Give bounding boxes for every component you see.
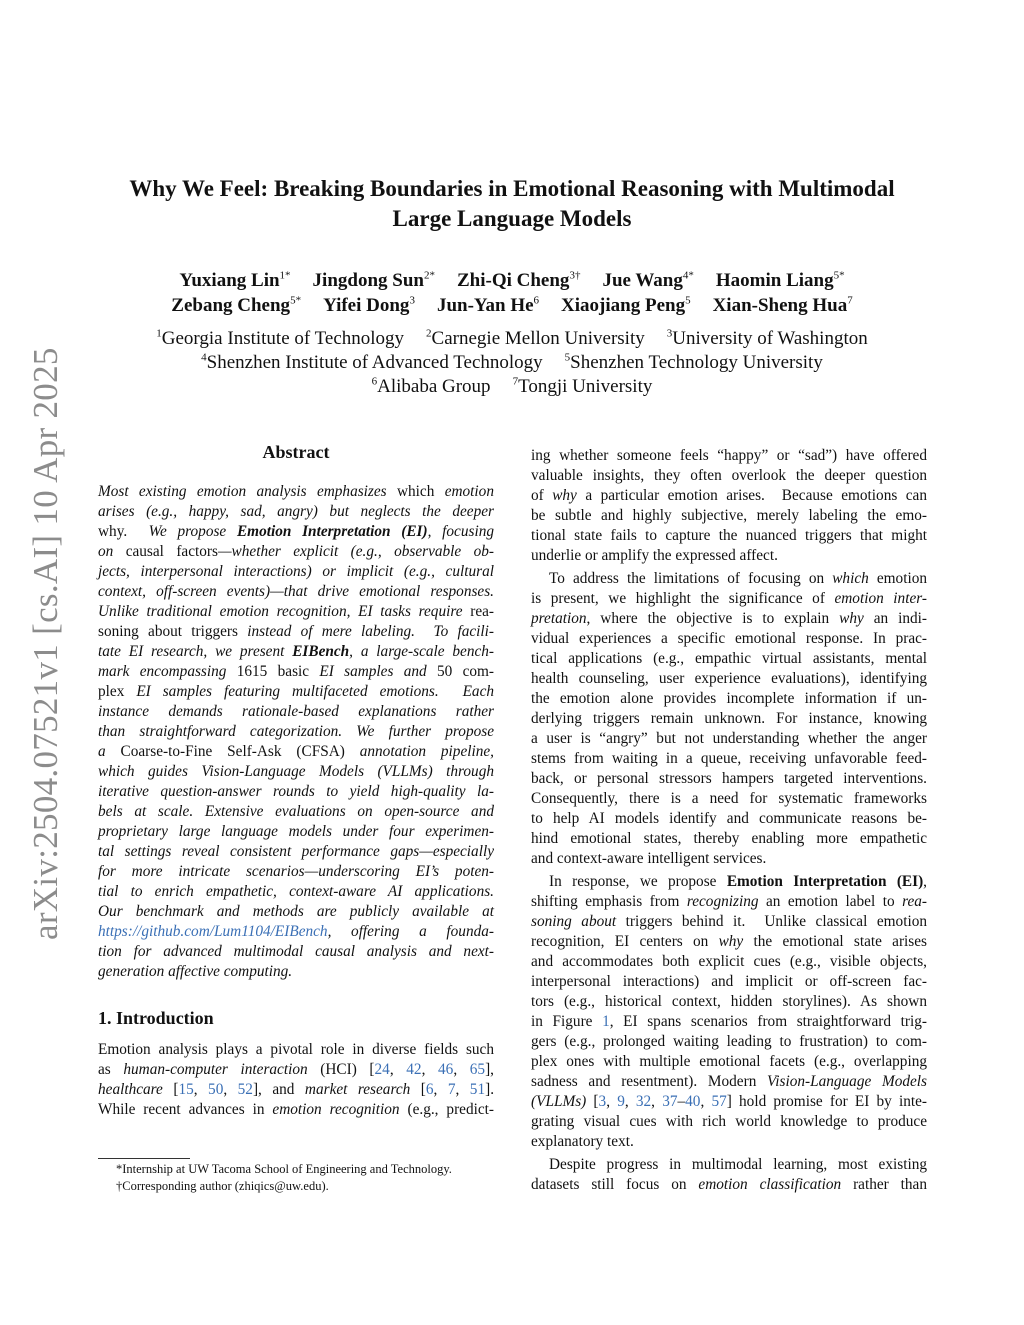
text-line: plex ones with multiple emotional facets (e.g., overlapping: [531, 1053, 927, 1070]
abstract-line: context, off-screen events)—that drive emotional responses.: [98, 583, 494, 600]
intro-line: healthcare [15, 50, 52], and market research [6, 7, 51].: [98, 1081, 495, 1098]
affiliation-mark: 5: [564, 351, 571, 364]
text-line: health counseling, user experience evaluations), identifying: [531, 670, 927, 687]
text-line: valuable insights, they often overlook the deeper question: [531, 467, 927, 484]
abstract-line: mark encompassing 1615 basic EI samples and 50 com-: [98, 663, 495, 680]
citation-link[interactable]: 57: [711, 1093, 727, 1110]
text-line: tional state fails to capture the nuanced triggers that might: [531, 527, 927, 544]
affiliation: [513, 376, 653, 397]
abstract-line: instance demands rationale-based explanations rather: [98, 703, 494, 720]
affiliation-name: Georgia Institute of Technology: [161, 328, 405, 349]
abstract-line: tate EI research, we present EIBench, a large-scale bench-: [98, 643, 495, 660]
paper-title: [90, 174, 934, 234]
text-line: recognition, EI centers on why the emotional state arises: [531, 933, 927, 950]
author-name: Zebang Cheng$^{5*}$: [171, 294, 302, 316]
author-affiliation-mark: 7: [847, 294, 853, 307]
text-line: tical applications (e.g., empathic virtual assistants, mental: [531, 650, 927, 667]
citation-link[interactable]: 9: [617, 1093, 625, 1110]
citation-link[interactable]: 46: [438, 1061, 454, 1078]
abstract-line: than straightforward categorization. We further propose: [98, 723, 494, 740]
title-line: Why We Feel: Breaking Boundaries in Emotional Reasoning with Multimodal: [129, 176, 895, 201]
author-name: Zhi-Qi Cheng$^{3\dagger}$: [456, 269, 581, 291]
author-name: Xian-Sheng Hua$^7$: [712, 294, 853, 316]
author-affiliation-mark: 5*: [290, 294, 302, 307]
author-name: Haomin Liang$^{5*}$: [715, 269, 845, 291]
text-line: is present, we highlight the significance of emotion inter-: [531, 590, 927, 607]
text-line: ing whether someone feels “happy” or “sad”) have offered: [531, 447, 927, 464]
text-line: grating visual cues with rich world knowledge to produce: [531, 1113, 927, 1130]
text-line: datasets still focus on emotion classification rather than: [531, 1176, 927, 1193]
left-column: [98, 442, 494, 1120]
author-list: [90, 268, 934, 294]
affiliation: [372, 376, 491, 397]
citation-link[interactable]: 50: [208, 1081, 224, 1098]
abstract-line: Our benchmark and methods are publicly available at: [98, 903, 494, 920]
abstract-line: Unlike traditional emotion recognition, EI tasks require rea-: [98, 603, 494, 620]
text-line: interpersonal interactions) and implicit or off-screen fac-: [531, 973, 927, 990]
abstract-line: on causal factors—whether explicit (e.g., observable ob-: [98, 543, 494, 560]
abstract-line: which guides Vision-Language Models (VLLMs) through: [98, 763, 494, 780]
author-affiliation-mark: 3†: [569, 269, 581, 282]
affiliation-name: Shenzhen Technology University: [570, 352, 823, 373]
citation-link[interactable]: 51: [469, 1081, 486, 1098]
abstract-line: https://github.com/Lum1104/EIBench, offering a founda-: [98, 923, 494, 940]
abstract-body: [98, 482, 494, 982]
text-line: stems from waiting in a queue, receiving unfavorable feed-: [531, 750, 927, 767]
affiliation-name: Shenzhen Institute of Advanced Technology: [206, 352, 543, 373]
text-line: hind emotional states, thereby enabling more empathetic: [531, 830, 927, 847]
affiliation: [156, 328, 404, 349]
affiliation-mark: 3: [666, 327, 673, 340]
affiliation-mark: 7: [512, 375, 519, 388]
abstract-line: arises (e.g., happy, sad, angry) but neglects the deeper: [98, 503, 494, 520]
figure-link[interactable]: 1: [602, 1013, 610, 1030]
text-line: vidual experiences a specific emotional response. In prac-: [531, 630, 927, 647]
affiliation: [426, 328, 645, 349]
paragraph: [531, 569, 927, 869]
text-line: pretation, where the objective is to explain why an indi-: [531, 610, 927, 627]
citation-link[interactable]: 37: [662, 1093, 678, 1110]
abstract-line: iterative question-answer rounds to yield high-quality la-: [98, 783, 494, 800]
title-line: Large Language Models: [392, 206, 632, 231]
affiliation-mark: 1: [156, 327, 162, 340]
text-line: derlying triggers remain unknown. For instance, knowing: [531, 710, 927, 727]
affiliation-mark: 4: [201, 351, 207, 364]
abstract-line: bels at scale. Extensive evaluations on open-source and: [98, 803, 494, 820]
text-line: to help AI models identify and communicate reasons be-: [531, 810, 927, 827]
text-line: the emotion alone provides incomplete information if un-: [531, 690, 927, 707]
citation-link[interactable]: 7: [447, 1081, 456, 1098]
abstract-line: plex EI samples featuring multifaceted emotions. Each: [98, 683, 495, 700]
abstract-line: proprietary large language models under four experimen-: [98, 823, 494, 840]
abstract-line: tal settings reveal consistent performance gaps—especially: [98, 843, 494, 860]
author-affiliation-mark: 5*: [833, 269, 845, 282]
abstract-line: tion for advanced multimodal causal analysis and next-: [98, 943, 494, 960]
text-line: Despite progress in multimodal learning, most existing: [549, 1156, 927, 1173]
author-list: [90, 293, 934, 319]
author-name: Yifei Dong$^3$: [323, 294, 415, 316]
paragraph: [531, 1155, 927, 1195]
footnote-rule: [98, 1158, 190, 1159]
text-line: sadness and resentment). Modern Vision-Language Models: [531, 1073, 927, 1090]
text-line: explanatory text.: [531, 1133, 634, 1150]
footnote: *Internship at UW Tacoma School of Engineering and Technology.: [116, 1162, 452, 1176]
text-line: and context-aware intelligent services.: [531, 850, 767, 867]
text-line: in Figure 1, EI spans scenarios from straightforward trig-: [531, 1013, 927, 1030]
author-affiliation-mark: 4*: [682, 269, 694, 282]
text-line: In response, we propose Emotion Interpretation (EI),: [549, 873, 927, 890]
abstract-line: jects, interpersonal interactions) or implicit (e.g., cultural: [98, 563, 494, 580]
author-affiliation-mark: 5: [685, 294, 691, 307]
affiliation-mark: 2: [426, 327, 432, 340]
affiliation: [201, 352, 543, 373]
abstract-heading: Abstract: [262, 442, 330, 462]
abstract-line: for more intricate scenarios—underscoring EI’s poten-: [98, 863, 494, 880]
citation-link[interactable]: 32: [635, 1093, 652, 1110]
text-line: underlie or amplify the expressed affect.: [531, 547, 778, 564]
affiliation: [565, 352, 823, 373]
citation-link[interactable]: 40: [685, 1093, 701, 1110]
footnote: †Corresponding author (zhiqics@uw.edu).: [116, 1179, 329, 1193]
arxiv-stamp: arXiv:2504.07521v1 [cs.AI] 10 Apr 2025: [26, 347, 65, 940]
text-line: and accommodates both explicit cues (e.g., visible objects,: [531, 953, 927, 970]
text-line: a user is “angry” but not understanding whether the anger: [531, 730, 927, 747]
author-name: Yuxiang Lin$^{1*}$: [179, 269, 291, 291]
abstract-line: why. We propose Emotion Interpretation (EI), focusing: [98, 523, 494, 540]
affiliation: [667, 328, 868, 349]
author-affiliation-mark: 6: [533, 294, 540, 307]
affiliation-name: Tongji University: [518, 376, 653, 397]
affiliation-line: [90, 375, 934, 399]
author-name: Jue Wang$^{4*}$: [602, 269, 694, 291]
intro-line: While recent advances in emotion recognition (e.g., predict-: [98, 1101, 495, 1118]
citation-link[interactable]: 65: [469, 1061, 486, 1078]
citation-link[interactable]: 42: [406, 1061, 422, 1078]
abstract-line: tial to enrich empathetic, context-aware AI applications.: [98, 883, 494, 900]
abstract-line: soning about triggers instead of mere labeling. To facili-: [98, 623, 494, 640]
author-affiliation-mark: 3: [409, 294, 415, 307]
text-line: gers (e.g., prolonged waiting leading to frustration) to com-: [531, 1033, 927, 1050]
author-name: Jingdong Sun$^{2*}$: [312, 269, 435, 291]
intro-heading: 1. Introduction: [98, 1008, 214, 1028]
intro-line: as human-computer interaction (HCI) [24, 42, 46, 65],: [98, 1061, 494, 1078]
paragraph: [531, 446, 927, 566]
text-line: shifting emphasis from recognizing an emotion label to rea-: [531, 893, 927, 910]
affiliation-line: [90, 351, 934, 375]
citation-link[interactable]: 52: [237, 1081, 253, 1098]
text-line: of why a particular emotion arises. Because emotions can: [531, 487, 927, 504]
intro-body: [98, 1040, 494, 1120]
text-line: To address the limitations of focusing on which emotion: [549, 570, 927, 587]
text-line: Consequently, there is a need for systematic frameworks: [531, 790, 927, 807]
text-line: tors (e.g., historical context, hidden storylines). As shown: [531, 993, 927, 1010]
author-affiliation-mark: 2*: [423, 269, 435, 282]
paragraph: [531, 872, 927, 1152]
intro-line: Emotion analysis plays a pivotal role in diverse fields such: [98, 1041, 494, 1058]
author-name: Xiaojiang Peng$^5$: [561, 294, 691, 316]
citation-link[interactable]: 24: [374, 1061, 390, 1078]
affiliation-name: Alibaba Group: [377, 376, 491, 397]
right-column: [531, 446, 927, 1195]
text-line: soning about triggers behind it. Unlike classical emotion: [531, 913, 927, 930]
text-line: (VLLMs) [3, 9, 32, 37–40, 57] hold promise for EI by inte-: [531, 1093, 928, 1110]
abstract-line: generation affective computing.: [98, 963, 293, 980]
abstract-line: a Coarse-to-Fine Self-Ask (CFSA) annotation pipeline,: [98, 743, 494, 760]
abstract-line: Most existing emotion analysis emphasizes which emotion: [98, 483, 494, 500]
author-affiliation-mark: 1*: [279, 269, 291, 282]
github-link[interactable]: https://github.com/Lum1104/EIBench: [98, 923, 328, 940]
affiliation-name: University of Washington: [672, 328, 868, 349]
text-line: back, or personal stressors hampers targeted interventions.: [531, 770, 927, 787]
affiliation-name: Carnegie Mellon University: [431, 328, 645, 349]
author-name: Jun-Yan He$^6$: [436, 294, 540, 316]
affiliation-line: [90, 327, 934, 351]
citation-link[interactable]: 3: [598, 1093, 607, 1110]
citation-link[interactable]: 6: [425, 1081, 434, 1098]
affiliation-mark: 6: [371, 375, 378, 388]
citation-link[interactable]: 15: [178, 1081, 194, 1098]
text-line: be subtle and highly subjective, merely labeling the emo-: [531, 507, 927, 524]
